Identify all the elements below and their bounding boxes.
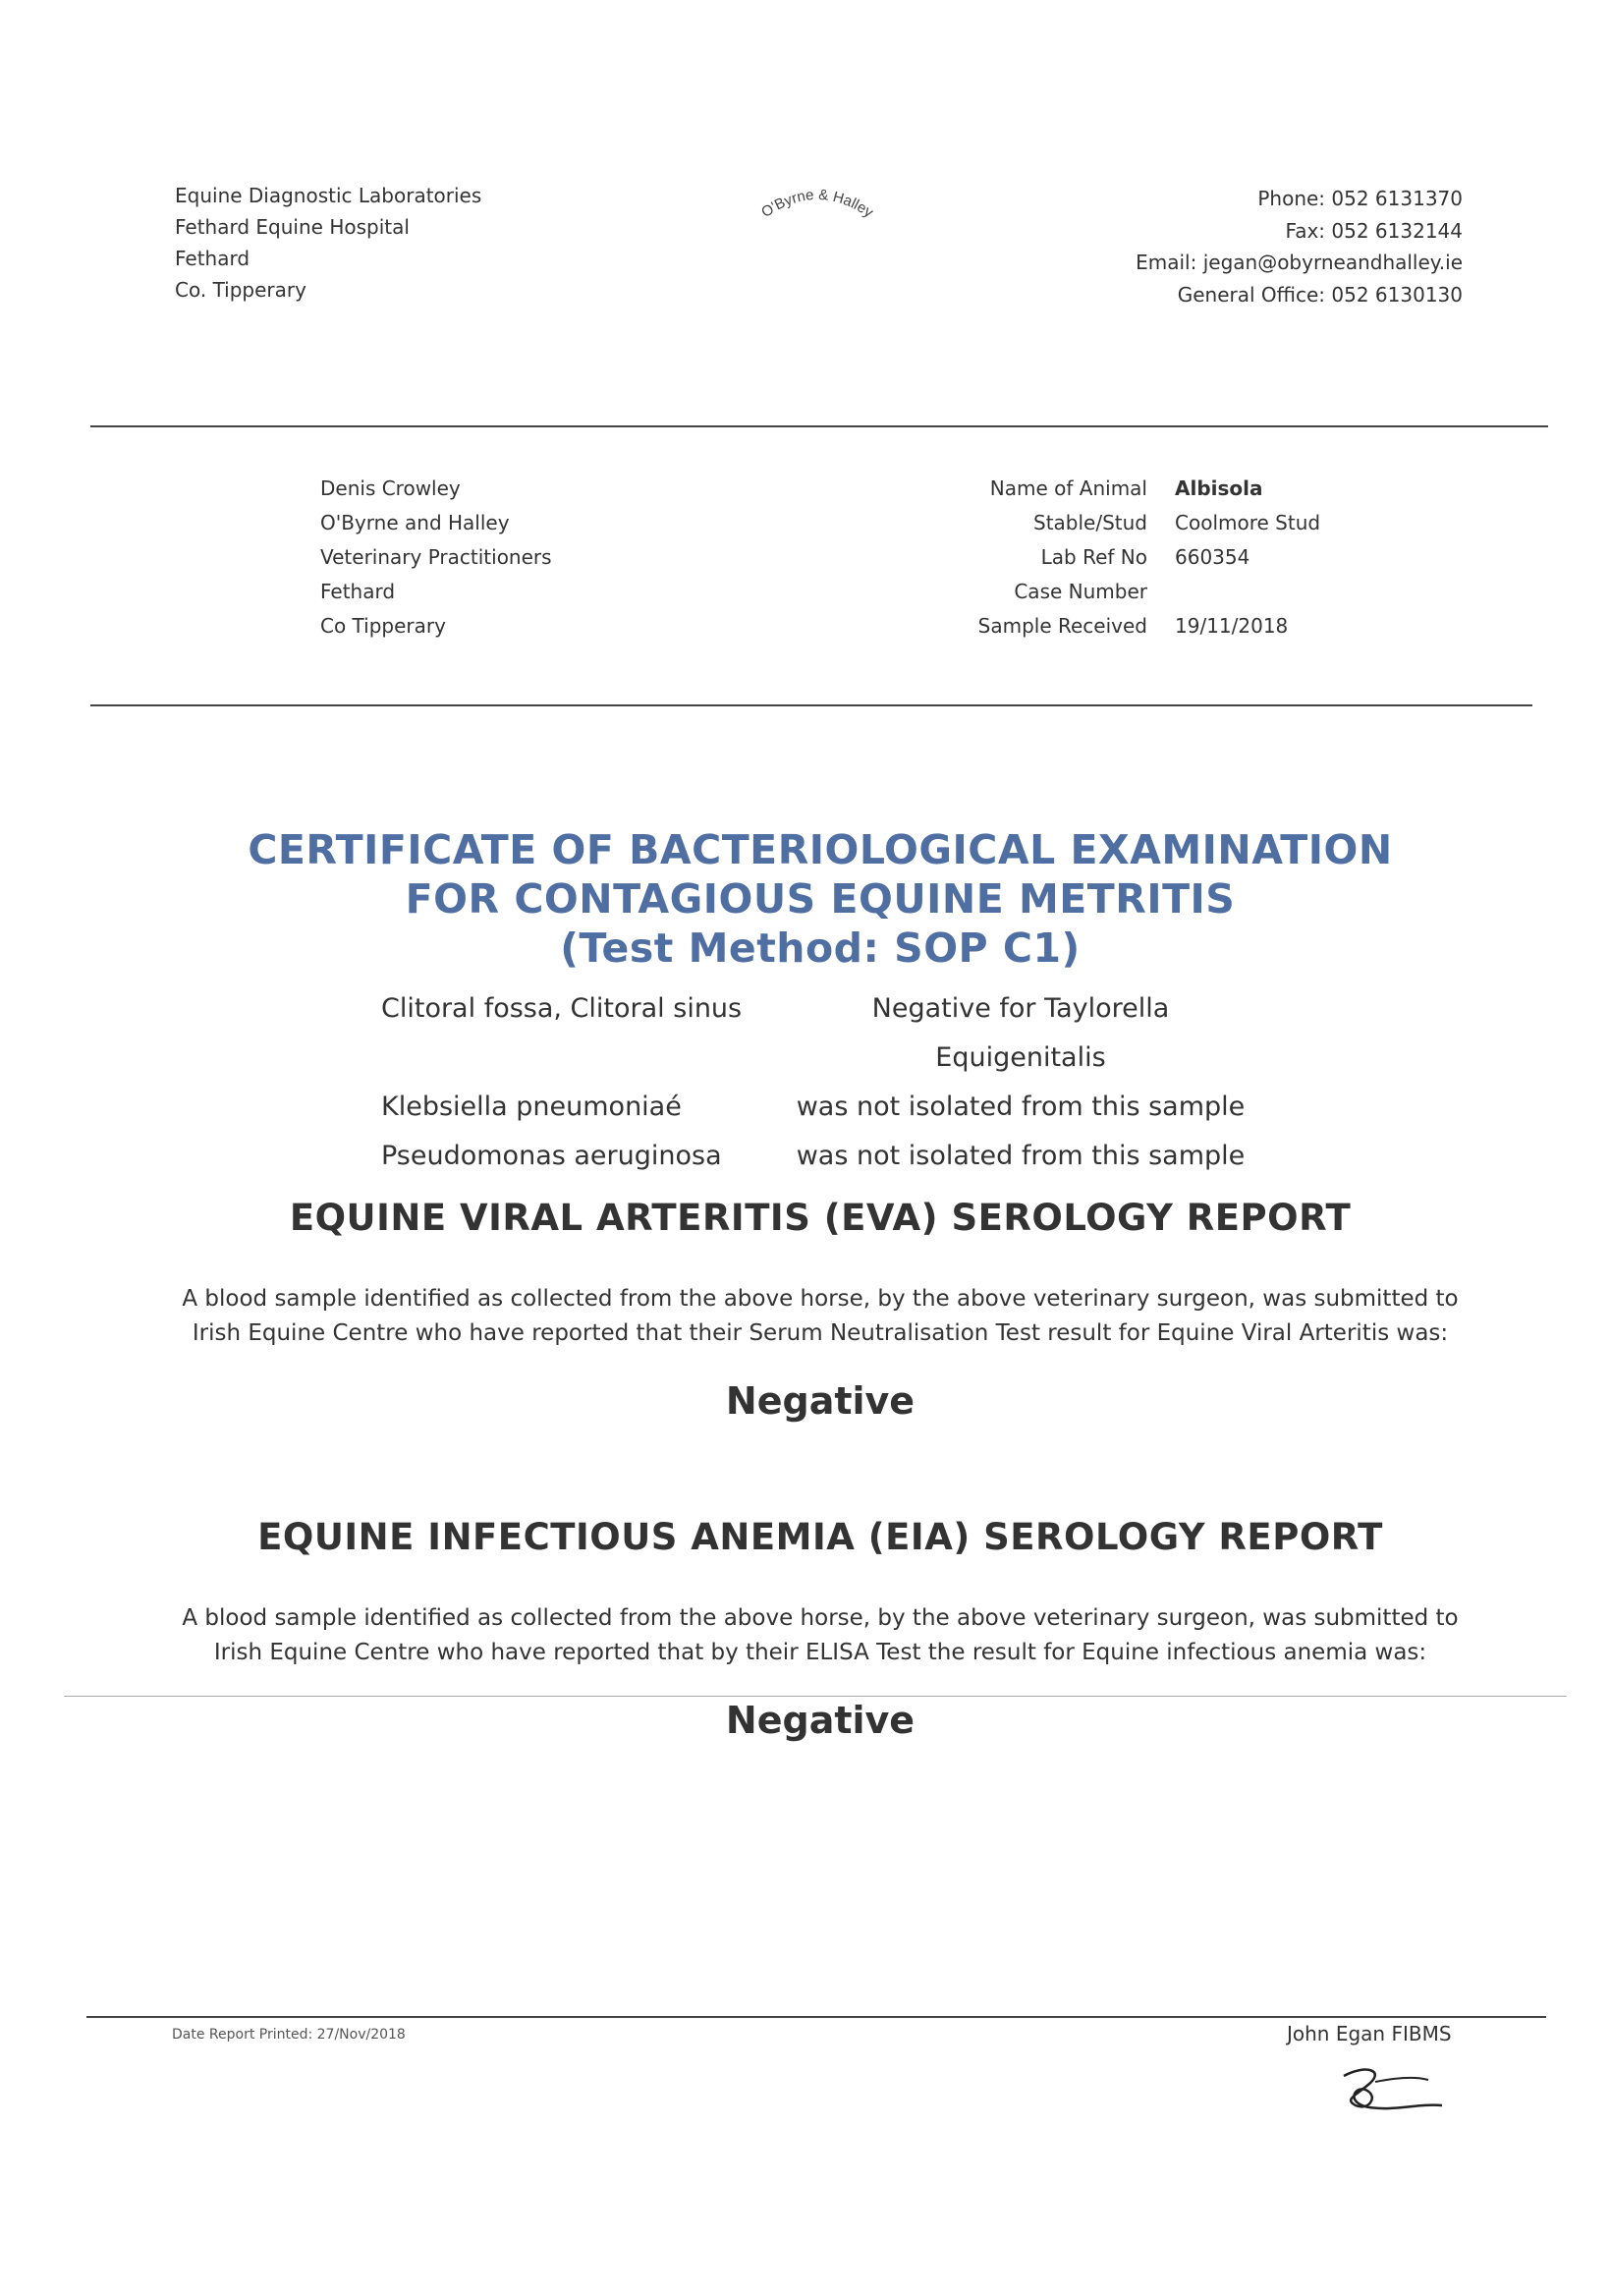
eia-title: EQUINE INFECTIOUS ANEMIA (EIA) SEROLOGY REPORT <box>257 1516 1383 1558</box>
lab-county: Co. Tipperary <box>175 278 306 302</box>
animal-label: Sample Received <box>977 614 1147 638</box>
result-value: Negative for Taylorella Equigenitalis <box>871 993 1170 1073</box>
client-name: Denis Crowley <box>320 476 461 500</box>
eia-description <box>118 1601 1523 1670</box>
svg-text:O'Byrne & Halley <box>758 187 876 221</box>
animal-value: Albisola <box>1175 476 1263 500</box>
eia-line1: A blood sample identified as collected from the above horse, by the above veterinary surgeon, was submitted to <box>182 1605 1459 1631</box>
contact-details <box>1136 183 1463 310</box>
lab-town: Fethard <box>175 247 250 270</box>
eva-result: Negative <box>725 1379 916 1423</box>
result-row <box>381 984 1251 1083</box>
eia-result: Negative <box>725 1699 916 1742</box>
cem-test-method: (Test Method: SOP C1) <box>560 924 1081 972</box>
result-row <box>381 1132 1251 1181</box>
result-value: was not isolated from this sample <box>796 1141 1246 1171</box>
company-logo <box>739 175 896 244</box>
animal-label: Name of Animal <box>989 476 1147 500</box>
result-sample: Klebsiella pneumoniaé <box>381 1092 682 1122</box>
details-divider <box>90 704 1532 706</box>
eia-line2: Irish Equine Centre who have reported that by their ELISA Test the result for Equine infectious anemia was: <box>213 1640 1427 1665</box>
cem-title-line1: CERTIFICATE OF BACTERIOLOGICAL EXAMINATION <box>248 826 1393 873</box>
animal-row-name <box>943 472 1371 506</box>
animal-details <box>943 472 1371 644</box>
animal-row-received <box>943 609 1371 644</box>
client-practice: O'Byrne and Halley <box>320 511 510 534</box>
animal-value: 660354 <box>1175 545 1250 569</box>
faint-divider <box>64 1696 1567 1697</box>
animal-label: Lab Ref No <box>1040 545 1147 569</box>
cem-results <box>381 984 1251 1181</box>
eva-description <box>118 1282 1523 1351</box>
animal-row-labref <box>943 540 1371 575</box>
lab-address <box>175 180 481 306</box>
result-value: was not isolated from this sample <box>796 1092 1246 1122</box>
result-row <box>381 1083 1251 1132</box>
animal-label: Stable/Stud <box>1033 511 1147 534</box>
result-sample: Clitoral fossa, Clitoral sinus <box>381 993 743 1024</box>
eva-line1: A blood sample identified as collected from the above horse, by the above veterinary surgeon, was submitted to <box>182 1286 1459 1312</box>
logo-text: O'Byrne & Halley <box>758 186 876 222</box>
lab-hospital: Fethard Equine Hospital <box>175 215 410 239</box>
eva-line2: Irish Equine Centre who have reported that their Serum Neutralisation Test result for Equine Viral Arteritis was: <box>192 1320 1449 1346</box>
contact-fax: Fax: 052 6132144 <box>1285 218 1463 243</box>
animal-row-stable <box>943 506 1371 540</box>
signature-image <box>1326 2056 1454 2125</box>
eva-title: EQUINE VIRAL ARTERITIS (EVA) SEROLOGY REPORT <box>289 1197 1352 1239</box>
client-address <box>320 472 552 644</box>
client-county: Co Tipperary <box>320 614 446 638</box>
animal-row-case <box>943 575 1371 609</box>
animal-label: Case Number <box>1014 580 1147 603</box>
lab-name: Equine Diagnostic Laboratories <box>175 184 482 207</box>
contact-phone: Phone: 052 6131370 <box>1257 187 1463 210</box>
date-printed: Date Report Printed: 27/Nov/2018 <box>172 2027 406 2043</box>
result-sample: Pseudomonas aeruginosa <box>381 1141 722 1171</box>
cem-title-line2: FOR CONTAGIOUS EQUINE METRITIS <box>405 875 1236 923</box>
signatory-name: John Egan FIBMS <box>1287 2022 1452 2045</box>
footer-divider <box>86 2016 1546 2018</box>
contact-email: Email: jegan@obyrneandhalley.ie <box>1136 251 1463 274</box>
animal-value: Coolmore Stud <box>1175 511 1321 534</box>
client-role: Veterinary Practitioners <box>320 545 552 569</box>
client-town: Fethard <box>320 580 396 603</box>
animal-value <box>1175 575 1371 609</box>
contact-office: General Office: 052 6130130 <box>1177 282 1463 307</box>
animal-value: 19/11/2018 <box>1175 614 1289 638</box>
header-divider <box>90 425 1548 427</box>
